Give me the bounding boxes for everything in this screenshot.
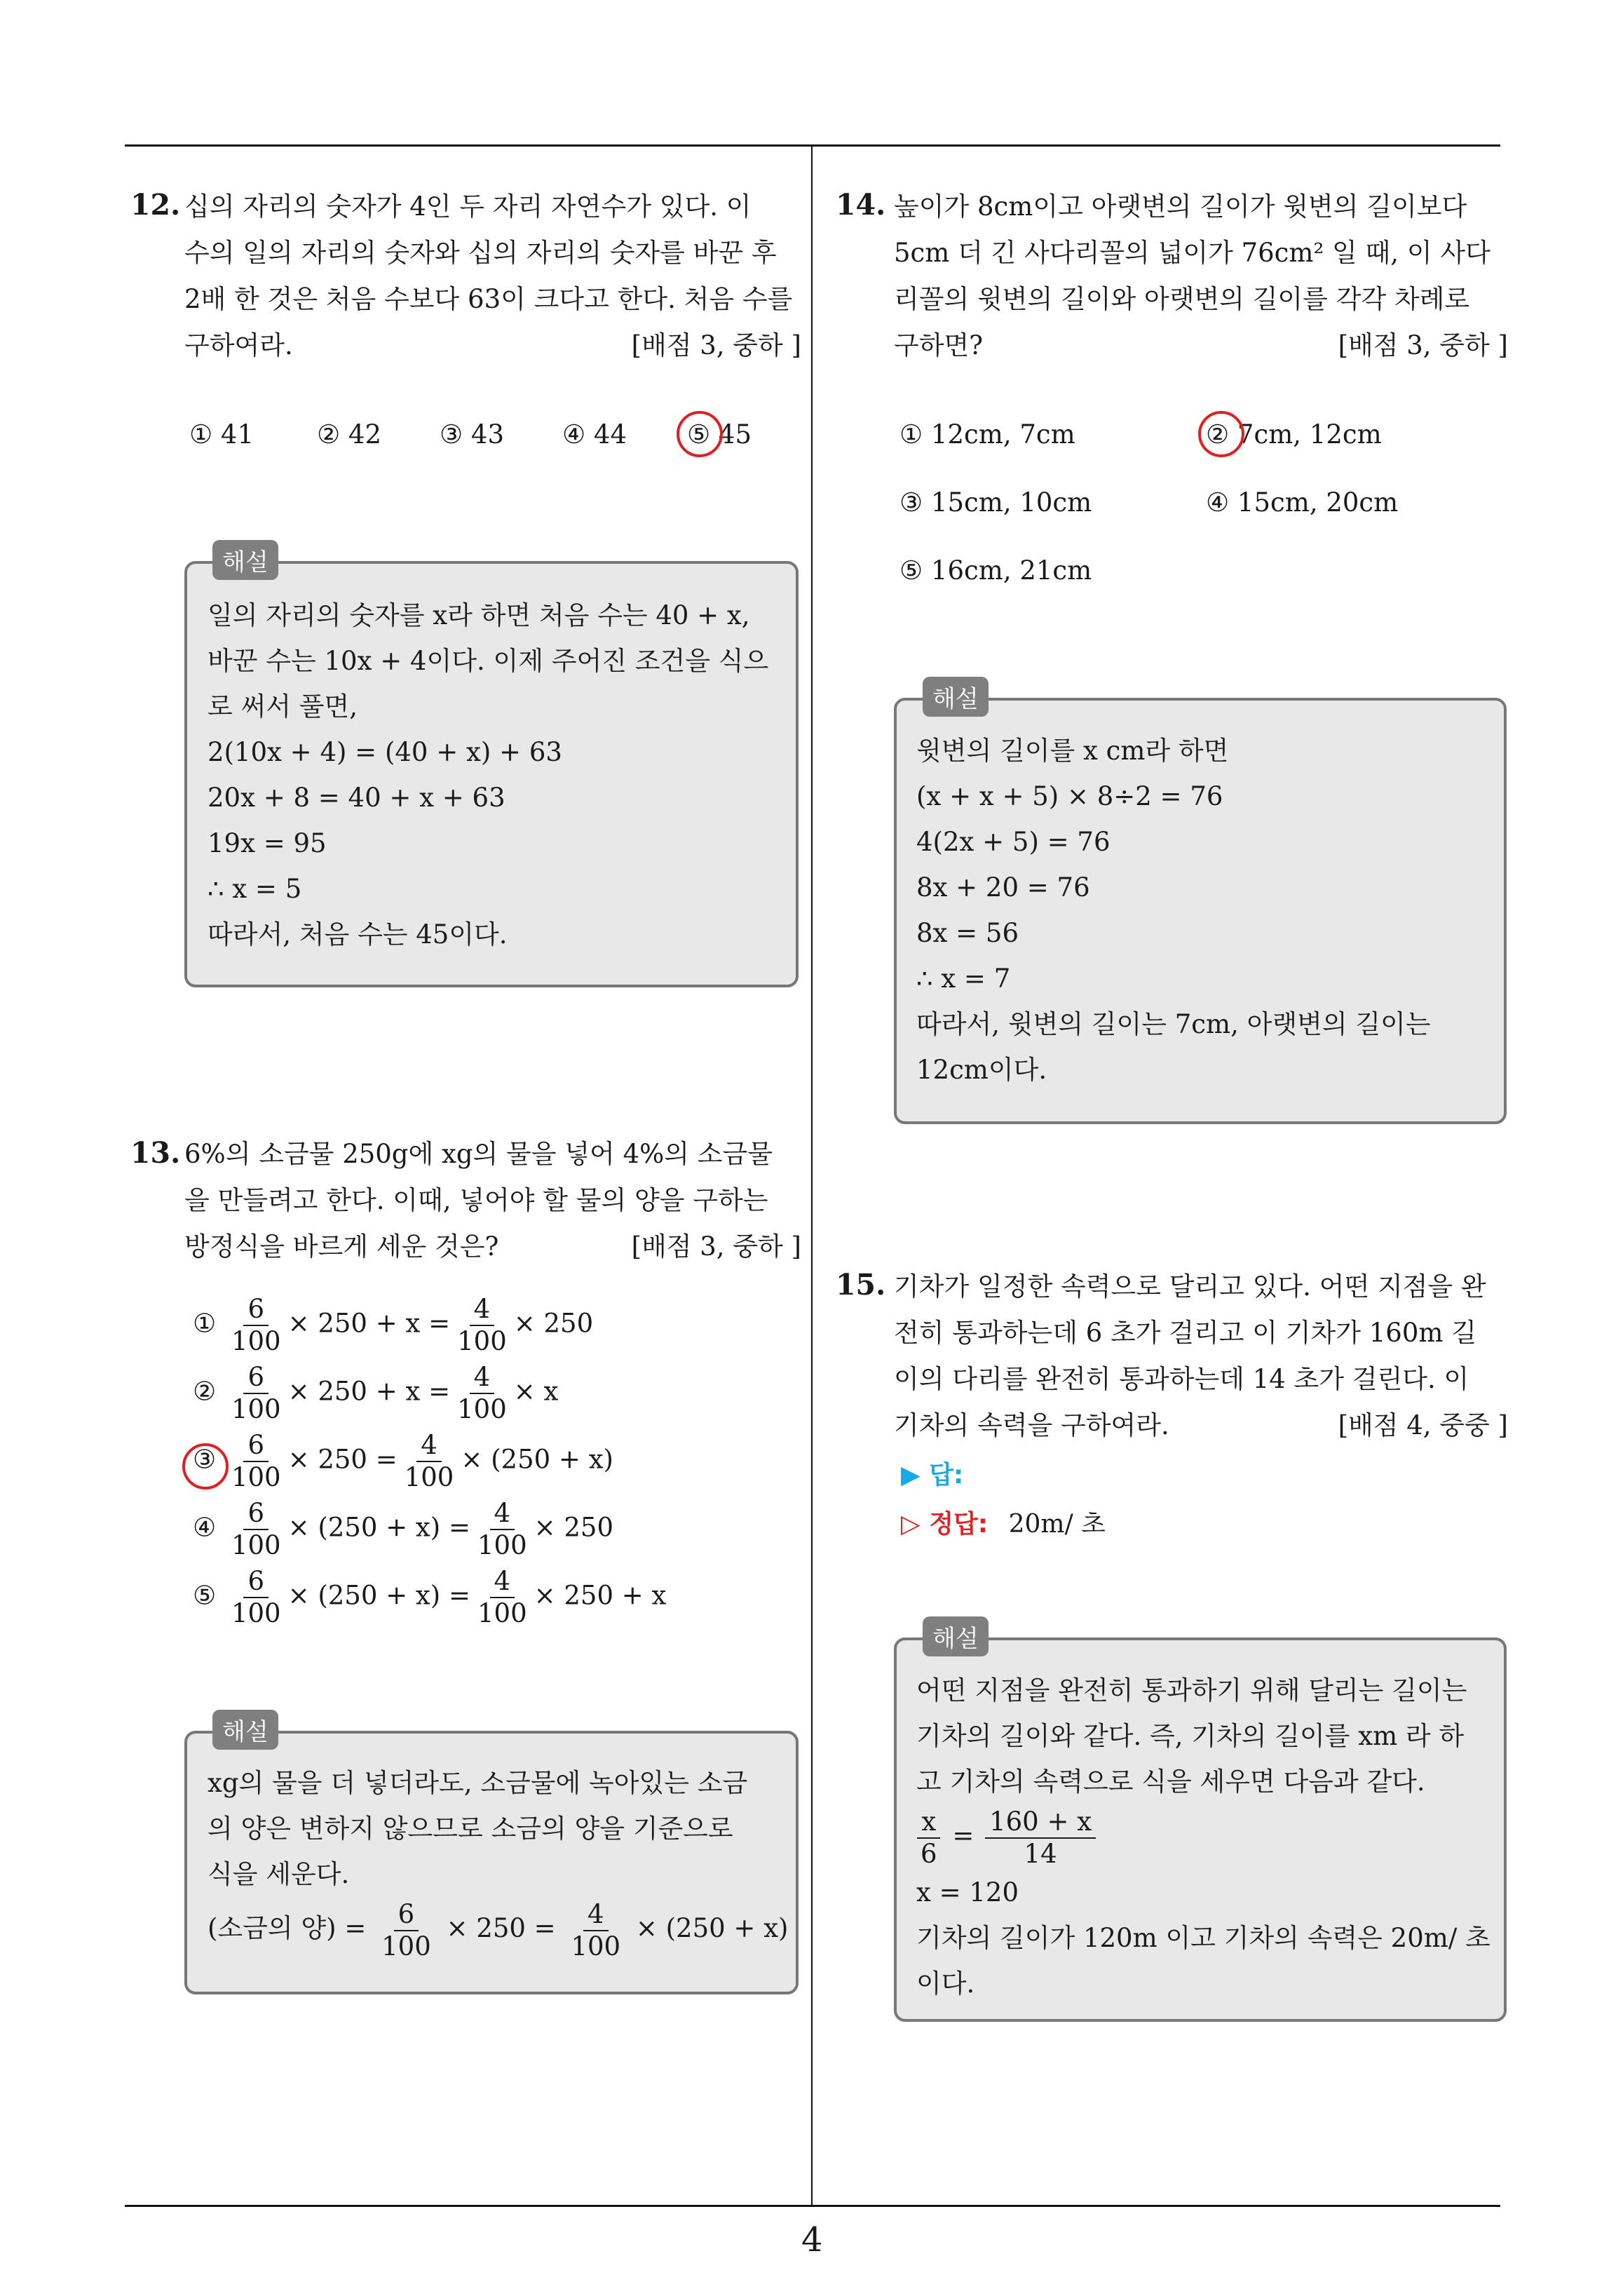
- q14-choice-2[interactable]: ② 7cm, 12cm: [1206, 419, 1382, 450]
- q12-choice-2[interactable]: ② 42: [317, 419, 382, 450]
- q13-line: 방정식을 바르게 세운 것은? [배점 3, 중하 ]: [184, 1224, 801, 1270]
- choice-mark: ④: [193, 1512, 217, 1543]
- q14-explanation-tag: 해설: [923, 677, 989, 717]
- q15-correct-value: 20m/ 초: [1008, 1510, 1106, 1539]
- explain-line: 4(2x + 5) = 76: [916, 827, 1111, 857]
- q12-explanation-tag: 해설: [212, 540, 278, 580]
- choice-mark: ②: [193, 1376, 217, 1407]
- q13-number: 13.: [130, 1136, 181, 1170]
- explain-line: 기차의 길이가 120m 이고 기차의 속력은 20m/ 초: [916, 1922, 1490, 1953]
- explain-line: 20x + 8 = 40 + x + 63: [208, 783, 505, 813]
- q14-choice-1[interactable]: ① 12cm, 7cm: [899, 419, 1075, 450]
- q12-line: 2배 한 것은 처음 수보다 63이 크다고 한다. 처음 수를: [184, 284, 793, 314]
- explain-line: 식을 세운다.: [208, 1859, 350, 1889]
- explain-line: 따라서, 처음 수는 45이다.: [208, 919, 508, 950]
- q13-choice-5[interactable]: ⑤ $\frac{6}{100}$ × (250 + x) = $\frac{4}{100}$ × 250 + x: [193, 1566, 667, 1628]
- choice-mark: ③: [193, 1444, 217, 1475]
- explain-line: 따라서, 윗변의 길이는 7cm, 아랫변의 길이는: [916, 1009, 1431, 1039]
- q14-number: 14.: [836, 188, 886, 222]
- q15-explanation-tag: 해설: [923, 1616, 989, 1656]
- q12-line: 구하여라. [배점 3, 중하 ]: [184, 323, 801, 369]
- explain-line: 의 양은 변하지 않으므로 소금의 양을 기준으로: [208, 1814, 733, 1844]
- explain-line: 바꾼 수는 10x + 4이다. 이제 주어진 조건을 식으: [208, 646, 769, 676]
- explain-line: 윗변의 길이를 x cm라 하면: [916, 736, 1229, 766]
- q12-choice-3[interactable]: ③ 43: [440, 419, 505, 450]
- q13-selected-circle: [182, 1443, 229, 1490]
- q15-meta: [배점 4, 중중 ]: [1338, 1410, 1508, 1440]
- column-divider: [811, 144, 813, 2205]
- explain-line: 이다.: [916, 1968, 975, 1999]
- q12-number: 12.: [130, 188, 181, 222]
- explain-line: 19x = 95: [208, 828, 327, 858]
- q13-choice-2[interactable]: ② $\frac{6}{100}$ × 250 + x = $\frac{4}{100}$ × x: [193, 1362, 559, 1424]
- explain-line: 2(10x + 4) = (40 + x) + 63: [208, 737, 562, 767]
- explain-line: 로 써서 풀면,: [208, 691, 358, 722]
- q12-line: 십의 자리의 숫자가 4인 두 자리 자연수가 있다. 이: [184, 191, 752, 222]
- explain-line: xg의 물을 더 넣더라도, 소금물에 녹아있는 소금: [208, 1768, 748, 1798]
- q15-number: 15.: [836, 1268, 886, 1302]
- explain-line: 어떤 지점을 완전히 통과하기 위해 달리는 길이는: [916, 1675, 1467, 1706]
- q13-explanation-body: [208, 1760, 789, 1962]
- explain-line: ∴ x = 7: [916, 964, 1011, 994]
- q12-line: 수의 일의 자리의 숫자와 십의 자리의 숫자를 바꾼 후: [184, 238, 777, 268]
- q15-answer-label: ▶ 답:: [901, 1461, 964, 1490]
- bottom-rule: [125, 2205, 1500, 2207]
- q14-line: 리꼴의 윗변의 길이와 아랫변의 길이를 각각 차례로: [894, 284, 1470, 314]
- explain-line: 8x = 56: [916, 918, 1019, 948]
- explain-line: 일의 자리의 숫자를 x라 하면 처음 수는 40 + x,: [208, 600, 750, 630]
- q14-selected-circle: [1198, 411, 1244, 457]
- q15-line: 이의 다리를 완전히 통과하는데 14 초가 걸린다. 이: [894, 1364, 1469, 1394]
- q15-explanation-body: [916, 1668, 1490, 2006]
- q14-line: 5cm 더 긴 사다리꼴의 넓이가 76cm² 일 때, 이 사다: [894, 238, 1490, 268]
- q14-meta: [배점 3, 중하 ]: [1338, 330, 1508, 360]
- explain-formula: (소금의 양) = $\frac{6}{100}$ × 250 = $\frac{4}{100}$ × (250 + x): [208, 1898, 789, 1961]
- q15-text: [894, 1264, 1508, 1449]
- q12-selected-circle: [677, 411, 723, 457]
- q13-line: 을 만들려고 한다. 이때, 넣어야 할 물의 양을 구하는: [184, 1185, 768, 1215]
- q14-text: [894, 184, 1508, 369]
- explain-line: (x + x + 5) × 8÷2 = 76: [916, 781, 1223, 811]
- explain-line: 8x + 20 = 76: [916, 872, 1090, 903]
- page-number: 4: [801, 2220, 823, 2260]
- choice-mark: ①: [193, 1308, 217, 1339]
- explain-line: x = 120: [916, 1877, 1019, 1907]
- explain-line: 고 기차의 속력으로 식을 세우면 다음과 같다.: [916, 1767, 1425, 1797]
- explain-line: ∴ x = 5: [208, 874, 302, 904]
- explain-line: 기차의 길이와 같다. 즉, 기차의 길이를 xm 라 하: [916, 1721, 1465, 1751]
- q12-meta: [배점 3, 중하 ]: [631, 330, 801, 360]
- q15-line: 기차가 일정한 속력으로 달리고 있다. 어떤 지점을 완: [894, 1271, 1486, 1302]
- q14-line: 높이가 8cm이고 아랫변의 길이가 윗변의 길이보다: [894, 191, 1467, 222]
- q14-line: 구하면? [배점 3, 중하 ]: [894, 323, 1508, 369]
- q12-choice-5[interactable]: ⑤ 45: [687, 419, 752, 450]
- q15-line: 전히 통과하는데 6 초가 걸리고 이 기차가 160m 길: [894, 1318, 1476, 1348]
- q13-choice-3[interactable]: ③ $\frac{6}{100}$ × 250 = $\frac{4}{100}$ × (250 + x): [193, 1430, 613, 1492]
- q15-correct-row: [901, 1504, 1106, 1540]
- q15-line: 기차의 속력을 구하여라. [배점 4, 중중 ]: [894, 1403, 1508, 1449]
- q13-choice-4[interactable]: ④ $\frac{6}{100}$ × (250 + x) = $\frac{4}{100}$ × 250: [193, 1498, 613, 1560]
- top-rule: [125, 144, 1500, 147]
- q14-choice-3[interactable]: ③ 15cm, 10cm: [899, 487, 1092, 518]
- q12-choice-4[interactable]: ④ 44: [562, 419, 627, 450]
- q15-correct-label: ▷ 정답:: [901, 1510, 989, 1539]
- q13-line: 6%의 소금물 250g에 xg의 물을 넣어 4%의 소금물: [184, 1139, 773, 1169]
- q13-meta: [배점 3, 중하 ]: [631, 1231, 801, 1262]
- q12-explanation-body: [208, 593, 768, 957]
- explain-line: 12cm이다.: [916, 1055, 1047, 1085]
- explain-formula: $\frac{x}{6}$ = $\frac{160 + x}{14}$: [916, 1804, 1490, 1870]
- q12-choice-1[interactable]: ① 41: [189, 419, 254, 450]
- choice-mark: ⑤: [193, 1580, 217, 1611]
- q13-text: [184, 1131, 801, 1270]
- q14-explanation-body: [916, 728, 1431, 1093]
- q13-choice-1[interactable]: ① $\frac{6}{100}$ × 250 + x = $\frac{4}{100}$ × 250: [193, 1294, 594, 1356]
- q12-text: [184, 184, 801, 369]
- q14-choice-5[interactable]: ⑤ 16cm, 21cm: [899, 555, 1092, 586]
- q14-choice-4[interactable]: ④ 15cm, 20cm: [1206, 487, 1399, 518]
- q13-explanation-tag: 해설: [212, 1710, 278, 1750]
